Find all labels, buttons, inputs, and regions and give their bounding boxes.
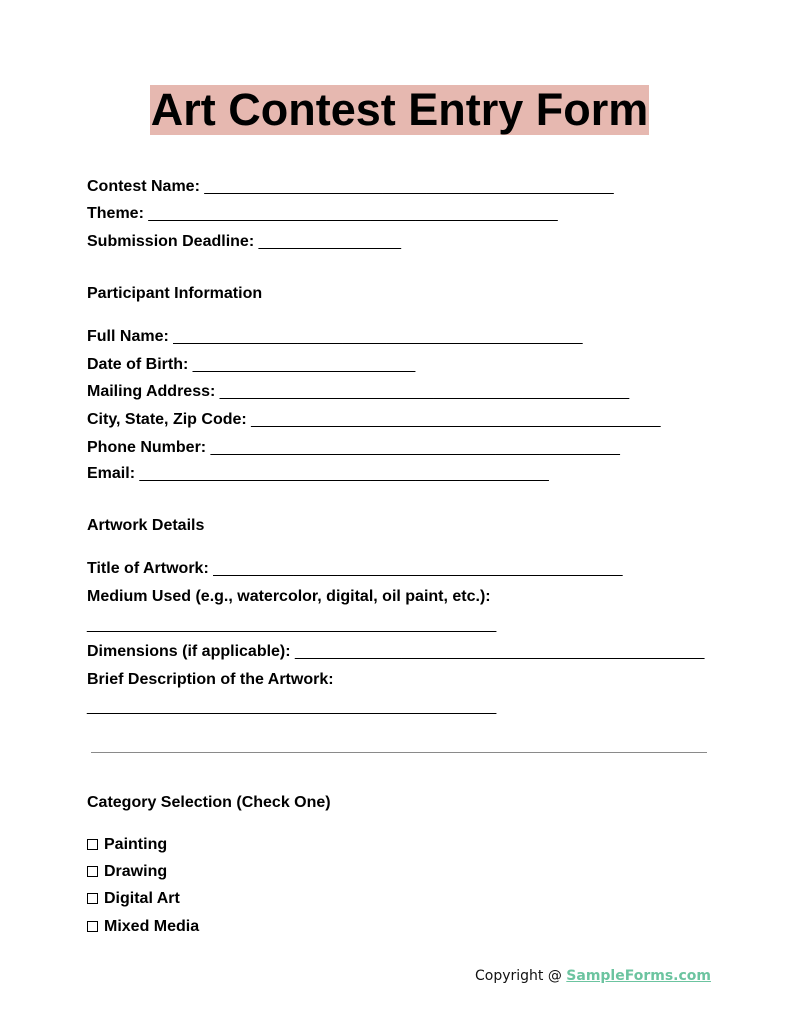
contest-name-field[interactable] — [87, 177, 614, 197]
category-option-label: Painting — [104, 836, 168, 853]
mailing-address-field[interactable] — [87, 382, 629, 402]
description-blank[interactable] — [87, 697, 496, 717]
medium-used-input-line[interactable]: ______________________________________________ — [87, 616, 497, 633]
city-state-zip-label: City, State, Zip Code: — [87, 411, 247, 428]
artwork-title-label: Title of Artwork: — [87, 560, 209, 577]
artwork-heading: Artwork Details — [87, 517, 205, 534]
theme-label: Theme: — [87, 205, 144, 222]
checkbox-icon[interactable] — [87, 893, 98, 904]
contest-name-blank[interactable]: ______________________________________________ — [204, 178, 614, 195]
category-option-drawing[interactable] — [87, 862, 167, 882]
category-option-mixed-media[interactable] — [87, 917, 199, 937]
checkbox-icon[interactable] — [87, 921, 98, 932]
copyright-footer — [475, 966, 711, 986]
artwork-title-blank[interactable]: ______________________________________________ — [213, 560, 623, 577]
medium-used-label: Medium Used (e.g., watercolor, digital, oil paint, etc.): — [87, 588, 491, 605]
checkbox-icon[interactable] — [87, 839, 98, 850]
category-heading: Category Selection (Check One) — [87, 794, 331, 811]
date-of-birth-label: Date of Birth: — [87, 356, 189, 373]
city-state-zip-blank[interactable]: ______________________________________________ — [251, 411, 661, 428]
contest-name-label: Contest Name: — [87, 178, 200, 195]
category-option-digital-art[interactable] — [87, 889, 180, 909]
artwork-title-field[interactable] — [87, 559, 623, 579]
city-state-zip-field[interactable] — [87, 410, 661, 430]
title-container — [0, 85, 801, 135]
full-name-label: Full Name: — [87, 328, 169, 345]
submission-deadline-label: Submission Deadline: — [87, 233, 255, 250]
sampleforms-link[interactable]: SampleForms.com — [566, 968, 711, 984]
description-input-line[interactable]: ______________________________________________ — [87, 698, 497, 715]
category-option-label: Drawing — [104, 863, 168, 880]
dimensions-label: Dimensions (if applicable): — [87, 643, 291, 660]
medium-used-blank[interactable] — [87, 615, 496, 635]
category-option-label: Mixed Media — [104, 918, 200, 935]
participant-heading: Participant Information — [87, 285, 263, 302]
phone-number-field[interactable] — [87, 438, 620, 458]
full-name-field[interactable] — [87, 327, 583, 347]
theme-field[interactable] — [87, 204, 558, 224]
page-title: Art Contest Entry Form — [150, 84, 649, 135]
copyright-text: Copyright @ — [474, 968, 567, 984]
submission-deadline-blank[interactable]: ________________ — [258, 233, 401, 250]
phone-number-blank[interactable]: ______________________________________________ — [210, 439, 620, 456]
dimensions-blank[interactable]: ______________________________________________ — [295, 643, 705, 660]
phone-number-label: Phone Number: — [87, 439, 207, 456]
mailing-address-label: Mailing Address: — [87, 383, 216, 400]
date-of-birth-blank[interactable]: _________________________ — [192, 356, 416, 373]
category-option-painting[interactable] — [87, 835, 167, 855]
submission-deadline-field[interactable] — [87, 232, 401, 252]
email-field[interactable] — [87, 464, 549, 484]
checkbox-icon[interactable] — [87, 866, 98, 877]
dimensions-field[interactable] — [87, 642, 704, 662]
theme-blank[interactable]: ______________________________________________ — [148, 205, 558, 222]
horizontal-rule-divider — [91, 752, 707, 753]
email-label: Email: — [87, 465, 136, 482]
date-of-birth-field[interactable] — [87, 355, 415, 375]
description-label: Brief Description of the Artwork: — [87, 671, 334, 688]
full-name-blank[interactable]: ______________________________________________ — [173, 328, 583, 345]
email-blank[interactable]: ______________________________________________ — [139, 465, 549, 482]
mailing-address-blank[interactable]: ______________________________________________ — [219, 383, 630, 400]
category-option-label: Digital Art — [104, 890, 180, 907]
